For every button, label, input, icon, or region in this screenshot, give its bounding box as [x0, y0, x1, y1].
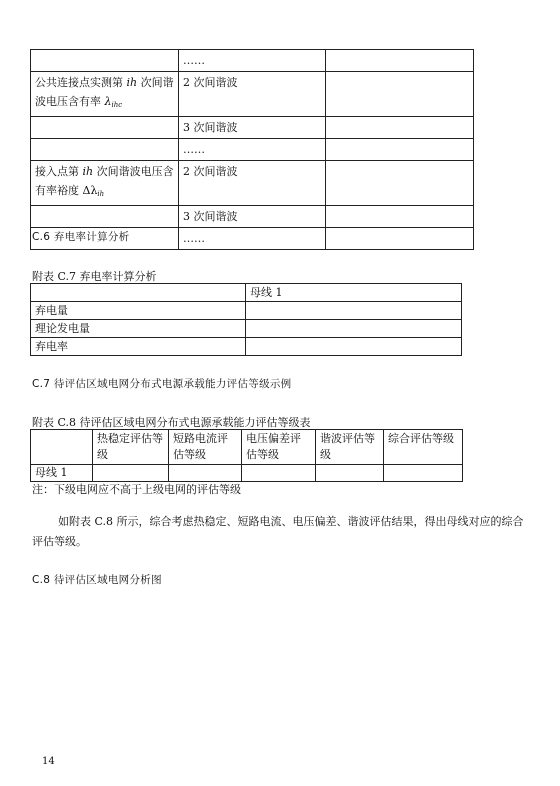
column-header: 热稳定评估等级	[93, 430, 169, 465]
table-row	[31, 465, 463, 482]
section-heading-c7: C.7 待评估区域电网分布式电源承载能力评估等级示例	[32, 378, 292, 390]
section-heading-c8: C.8 待评估区域电网分析图	[32, 574, 162, 586]
table-note: 注：下级电网应不高于上级电网的评估等级	[32, 483, 241, 496]
table-row	[31, 302, 462, 320]
column-header: 母线 1	[246, 284, 462, 302]
section-heading-c6: C.6 弃电率计算分析	[32, 231, 130, 243]
row-label: 接入点第 ih 次间谐波电压含有率裕度 $\Delta\lambda_{ih}$	[31, 161, 179, 206]
column-header: 谐波评估等级	[316, 430, 384, 465]
harmonics-table	[30, 49, 474, 250]
page-number: 14	[42, 756, 55, 767]
table-row	[31, 139, 474, 161]
harmonic-order-cell: 3 次间谐波	[179, 206, 326, 228]
table-row	[31, 117, 474, 139]
harmonic-order-cell: ……	[179, 139, 326, 161]
harmonic-order-cell: 2 次间谐波	[179, 72, 326, 117]
table-row	[31, 72, 474, 117]
table-row	[31, 338, 462, 356]
row-label: 母线 1	[31, 465, 93, 482]
table-row	[31, 320, 462, 338]
row-label: 弃电量	[31, 302, 246, 320]
table-row	[31, 50, 474, 72]
row-label: 弃电率	[31, 338, 246, 356]
table-row	[31, 284, 462, 302]
harmonic-order-cell: ……	[179, 50, 326, 72]
harmonic-order-cell: 2 次间谐波	[179, 161, 326, 206]
table-caption-c8: 附表 C.8 待评估区域电网分布式电源承载能力评估等级表	[32, 416, 311, 429]
row-label: 公共连接点实测第 ih 次间谐波电压含有率 $\lambda_{ihc}$	[31, 72, 179, 117]
assessment-level-table	[30, 429, 463, 482]
column-header: 综合评估等级	[384, 430, 463, 465]
harmonic-order-cell: 3 次间谐波	[179, 117, 326, 139]
body-paragraph: 如附表 C.8 所示，综合考虑热稳定、短路电流、电压偏差、谐波评估结果，得出母线对应的综合评估等级。	[32, 515, 524, 548]
column-header: 电压偏差评估等级	[242, 430, 316, 465]
harmonic-order-cell: ……	[179, 228, 326, 250]
row-label: 理论发电量	[31, 320, 246, 338]
column-header: 短路电流评估等级	[169, 430, 242, 465]
table-row	[31, 161, 474, 206]
table-row	[31, 430, 463, 465]
table-row	[31, 206, 474, 228]
curtailment-table	[30, 283, 462, 356]
table-caption-c7: 附表 C.7 弃电率计算分析	[32, 270, 157, 283]
